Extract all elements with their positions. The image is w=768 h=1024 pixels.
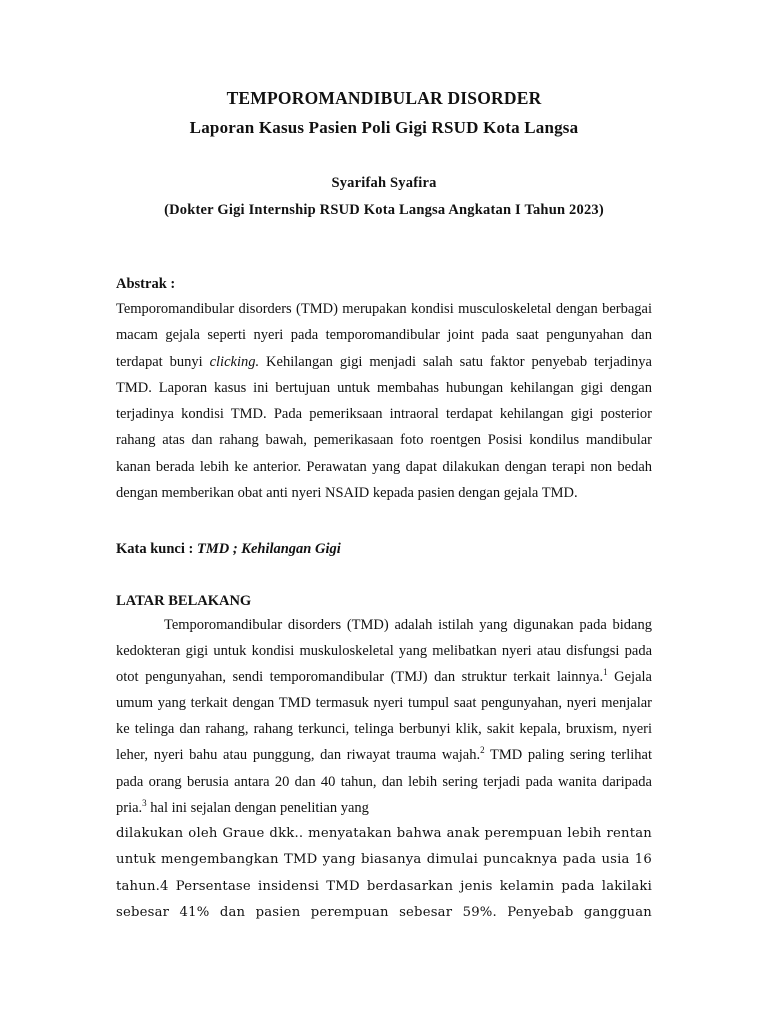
author-affiliation: (Dokter Gigi Internship RSUD Kota Langsa Angkatan I Tahun 2023) xyxy=(164,202,604,218)
reference-2: 2 xyxy=(480,745,485,756)
continuation-line-4: sebesar 41% dan pasien perempuan sebesar 59%. Penyebab gangguan xyxy=(116,905,652,921)
background-seg2: Gejala umum yang terkait dengan TMD termasuk nyeri tumpul saat pengunyahan, nyeri menjalar ke telinga dan rahang, rahang terkunci, telinga berbunyi klik, sakit kepala, bruxism, nyeri leher, nyeri bahu atau punggung, dan riwayat trauma wajah. xyxy=(116,669,652,764)
abstract-text-italic: clicking. xyxy=(209,353,260,370)
keywords-line xyxy=(116,541,341,558)
abstract-text-part2: Kehilangan gigi menjadi salah satu faktor penyebab terjadinya TMD. Laporan kasus ini bertujuan untuk membahas hubungan kehilangan gigi dengan terjadinya kondisi TMD. Pada pemeriksaan intraoral terdapat kehilangan gigi posterior rahang atas dan rahang bawah, pemerikasaan foto roentgen Posisi kondilus mandibular kanan berada lebih ke anterior. Perawatan yang dapat dilakukan dengan terapi non bedah dengan memberikan obat anti nyeri NSAID kepada pasien dengan gejala TMD. xyxy=(116,353,652,502)
continuation-line-1: dilakukan oleh Graue dkk.. menyatakan bahwa anak perempuan lebih rentan xyxy=(116,826,652,841)
reference-3: 3 xyxy=(142,797,147,808)
document-subtitle: Laporan Kasus Pasien Poli Gigi RSUD Kota Langsa xyxy=(189,118,579,137)
reference-1: 1 xyxy=(603,667,608,678)
background-seg1: Temporomandibular disorders (TMD) adalah istilah yang digunakan pada bidang kedokteran gigi untuk kondisi muskuloskeletal yang melibatkan nyeri atau disfungsi pada otot pengunyahan, sendi temporomandibular (TMJ) dan struktur terkait lainnya. xyxy=(116,617,652,686)
background-seg4: hal ini sejalan dengan penelitian yang xyxy=(146,799,369,816)
keywords-label: Kata kunci : xyxy=(116,541,197,557)
abstract-body xyxy=(116,296,652,506)
background-continuation xyxy=(116,821,652,927)
background-heading: LATAR BELAKANG xyxy=(116,593,252,609)
abstract-heading: Abstrak : xyxy=(116,276,176,292)
abstract-text-part1: Temporomandibular disorders (TMD) merupakan kondisi musculoskeletal dengan berbagai macam gejala seperti nyeri pada temporomandibular joint pada saat pengunyahan dan terdapat bunyi xyxy=(116,301,652,370)
document-title: TEMPOROMANDIBULAR DISORDER xyxy=(226,88,542,108)
continuation-line-2: untuk mengembangkan TMD yang biasanya dimulai puncaknya pada usia 16 xyxy=(116,852,652,868)
background-seg3: TMD paling sering terlihat pada orang berusia antara 20 dan 40 tahun, dan lebih sering terjadi pada wanita daripada pria. xyxy=(116,747,652,816)
keywords-value: TMD ; Kehilangan Gigi xyxy=(196,541,341,557)
background-body xyxy=(116,612,652,821)
author-name: Syarifah Syafira xyxy=(331,175,437,191)
continuation-line-3: tahun.4 Persentase insidensi TMD berdasarkan jenis kelamin pada lakilaki xyxy=(116,878,652,894)
